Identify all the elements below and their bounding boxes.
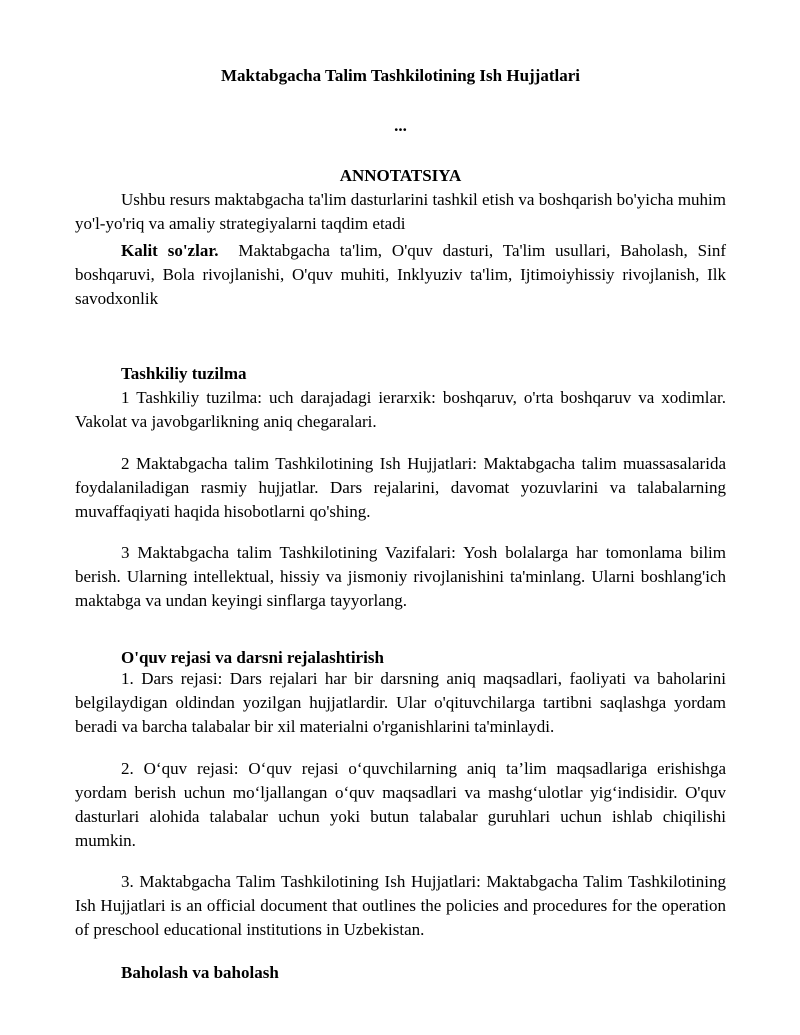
section-paragraph: 3 Maktabgacha talim Tashkilotining Vazifalari: Yosh bolalarga har tomonlama bilim berish. Ularning intellektual, hissiy va jismoniy rivojlanishini ta'minlang. Ularni boshlang'ich maktabga va undan keyingi sinflarga tayyorlang.	[75, 543, 726, 610]
section-paragraph: 1. Dars rejasi: Dars rejalari har bir darsning aniq maqsadlari, faoliyati va baholarini belgilaydigan oldindan yozilgan hujjatlardir. Ular o'qituvchilarga tartibni saqlashga yordam beradi va barcha talabalar bir xil materialni o'rganishlarini ta'minlaydi.	[75, 669, 726, 736]
document-title: Maktabgacha Talim Tashkilotining Ish Hujjatlari	[221, 66, 580, 85]
title-ellipsis: ...	[394, 116, 407, 135]
keywords-paragraph	[75, 239, 726, 311]
annotation-heading: ANNOTATSIYA	[339, 166, 462, 185]
annotation-text: Ushbu resurs maktabgacha ta'lim dasturlarini tashkil etish va boshqarish bo'yicha muhim yo'l-yo'riq va amaliy strategiyalarni taqdim etadi	[75, 190, 726, 233]
keywords-text: Maktabgacha ta'lim, O'quv dasturi, Ta'lim usullari, Baholash, Sinf boshqaruvi, Bola rivojlanishi, O'quv muhiti, Inklyuziv ta'lim, Ijtimoiyhissiy rivojlanish, Ilk savodxonlik	[75, 241, 726, 308]
keywords-label: Kalit so'zlar.	[121, 241, 219, 260]
section-paragraph: 1 Tashkiliy tuzilma: uch darajadagi ierarxik: boshqaruv, o'rta boshqaruv va xodimlar. Vakolat va javobgarlikning aniq chegaralari.	[75, 388, 726, 431]
section-paragraph: 3. Maktabgacha Talim Tashkilotining Ish Hujjatlari: Maktabgacha Talim Tashkilotining Ish Hujjatlari is an official document that outlines the policies and procedures for the operation of preschool educational institutions in Uzbekistan.	[75, 872, 726, 939]
section-heading-structure: Tashkiliy tuzilma	[121, 364, 247, 383]
section-heading-assessment: Baholash va baholash	[121, 963, 279, 982]
section-paragraph: 2 Maktabgacha talim Tashkilotining Ish Hujjatlari: Maktabgacha talim muassasalarida foydalaniladigan rasmiy hujjatlar. Dars rejalarini, davomat yozuvlarini va talabalarning muvaffaqiyati haqida hisobotlarni qo'shing.	[75, 454, 726, 521]
section-heading-curriculum: O'quv rejasi va darsni rejalashtirish	[121, 648, 384, 667]
section-paragraph: 2. O‘quv rejasi: O‘quv rejasi o‘quvchilarning aniq ta’lim maqsadlariga erishishga yordam berish uchun mo‘ljallangan o‘quv maqsadlari va mashg‘ulotlar yig‘indisidir. O'quv dasturlari alohida talabalar uchun yoki butun talabalar guruhlari uchun ishlab chiqilishi mumkin.	[75, 759, 726, 850]
